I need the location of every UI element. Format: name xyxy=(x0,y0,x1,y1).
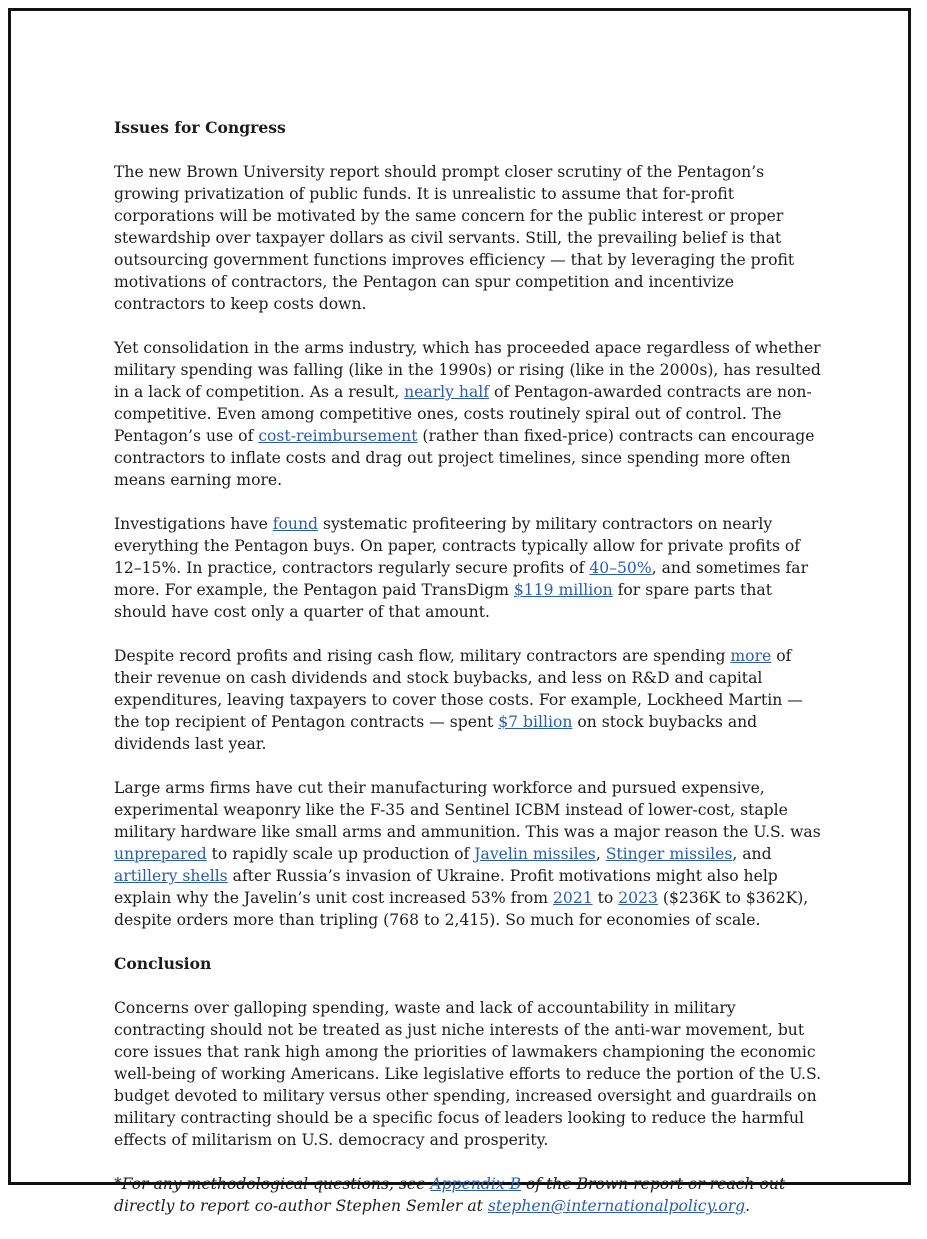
paragraph-consolidation: Yet consolidation in the arms industry, which has proceeded apace regardless of whether military spending was falling (like in the 1990s) or rising (like in the 2000s), has resulted in a lack of competition. As a result, nearly half of Pentagon-awarded contracts are non-competitive. Even among competitive ones, costs routinely spiral out of control. The Pentagon’s use of cost-reimbursement (rather than fixed-price) contracts can encourage contractors to inflate costs and drag out project timelines, since spending more often means earning more. xyxy=(114,339,821,489)
link-2021[interactable]: 2021 xyxy=(552,889,593,907)
section-heading-issues: Issues for Congress xyxy=(114,118,286,137)
link-119-million[interactable]: $119 million xyxy=(513,581,613,599)
link-appendix-b[interactable]: Appendix B xyxy=(430,1175,522,1193)
link-stinger-missiles[interactable]: Stinger missiles xyxy=(605,845,733,863)
link-2023[interactable]: 2023 xyxy=(618,889,658,907)
link-7-billion[interactable]: $7 billion xyxy=(498,713,573,731)
link-found[interactable]: found xyxy=(272,515,318,533)
paragraph-buybacks: Despite record profits and rising cash flow, military contractors are spending more of their revenue on cash dividends and stock buybacks, and less on R&D and capital expenditures, leaving taxpayers to cover those costs. For example, Lockheed Martin — the top recipient of Pentagon contracts — spent $7 billion on stock buybacks and dividends last year. xyxy=(114,647,803,753)
link-javelin-missiles[interactable]: Javelin missiles xyxy=(474,845,596,863)
link-cost-reimbursement[interactable]: cost-reimbursement xyxy=(258,427,418,445)
section-heading-conclusion: Conclusion xyxy=(114,954,212,973)
link-more[interactable]: more xyxy=(730,647,772,665)
link-40-50-percent[interactable]: 40–50% xyxy=(589,559,652,577)
paragraph-conclusion: Concerns over galloping spending, waste and lack of accountability in military contracting should not be treated as just niche interests of the anti-war movement, but core issues that rank high among the priorities of lawmakers championing the economic well-being of working Americans. Like legislative efforts to reduce the portion of the U.S. budget devoted to military versus other spending, increased oversight and guardrails on military contracting should be a specific focus of leaders looking to reduce the harmful effects of militarism on U.S. democracy and prosperity. xyxy=(114,999,822,1149)
paragraph-profiteering: Investigations have found systematic profiteering by military contractors on nearly everything the Pentagon buys. On paper, contracts typically allow for private profits of 12–15%. In practice, contractors regularly secure profits of 40–50%, and sometimes far more. For example, the Pentagon paid TransDigm $119 million for spare parts that should have cost only a quarter of that amount. xyxy=(114,515,809,621)
link-artillery-shells[interactable]: artillery shells xyxy=(114,867,228,885)
link-unprepared[interactable]: unprepared xyxy=(114,845,207,863)
link-email[interactable]: stephen@internationalpolicy.org xyxy=(487,1197,746,1215)
link-nearly-half[interactable]: nearly half xyxy=(404,383,489,401)
paragraph-privatization: The new Brown University report should prompt closer scrutiny of the Pentagon’s growing privatization of public funds. It is unrealistic to assume that for-profit corporations will be motivated by the same concern for the public interest or proper stewardship over taxpayer dollars as civil servants. Still, the prevailing belief is that outsourcing government functions improves efficiency — that by leveraging the profit motivations of contractors, the Pentagon can spur competition and incentivize contractors to keep costs down. xyxy=(114,163,795,313)
paragraph-arms-firms: Large arms firms have cut their manufacturing workforce and pursued expensive, experimental weaponry like the F-35 and Sentinel ICBM instead of lower-cost, staple military hardware like small arms and ammunition. This was a major reason the U.S. was unprepared to rapidly scale up production of Javelin missiles, Stinger missiles, and artillery shells after Russia’s invasion of Ukraine. Profit motivations might also help explain why the Javelin’s unit cost increased 53% from 2021 to 2023 ($236K to $362K), despite orders more than tripling (768 to 2,415). So much for economies of scale. xyxy=(114,779,821,929)
document-body xyxy=(114,117,824,1239)
methodology-note: *For any methodological questions, see Appendix B of the Brown report or reach out directly to report co-author Stephen Semler at stephen@internationalpolicy.org. xyxy=(114,1175,786,1215)
document-page xyxy=(8,8,911,1215)
